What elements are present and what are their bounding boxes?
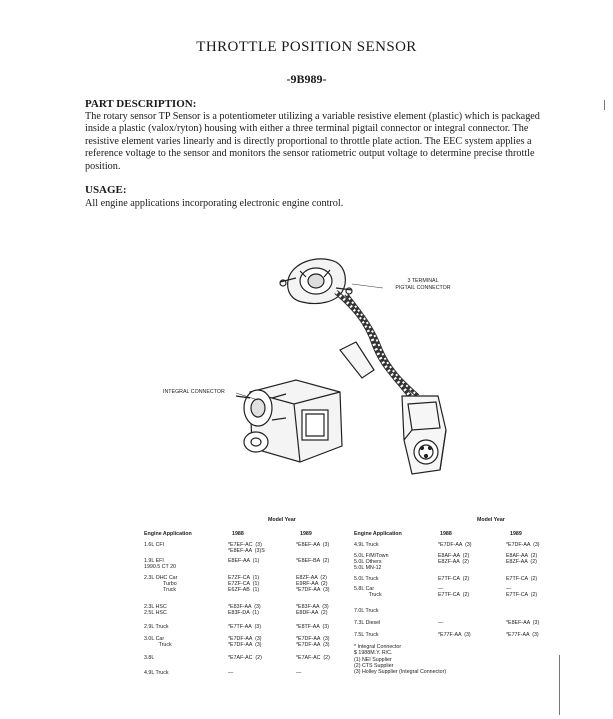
left-table-cell: *E8EF-BA (2) bbox=[296, 558, 330, 564]
right-table-cell: E7TF-CA (2) bbox=[506, 576, 538, 582]
left-table-cell: 2.3L HSC 2.5L HSC bbox=[144, 604, 167, 616]
right-table-cell: *E7DF-AA (3) bbox=[506, 542, 540, 548]
right-table-cell: 7.3L Diesel bbox=[354, 620, 381, 626]
note-line: * Integral Connector bbox=[354, 644, 402, 650]
pigtail-label-line-2: PIGTAIL CONNECTOR bbox=[395, 285, 451, 291]
description-line: reference voltage to the sensor and monitors the sensor ratiometric output voltage to determine precise throttle bbox=[85, 148, 535, 160]
right-table-cell: — E7TF-CA (2) bbox=[506, 586, 538, 598]
integral-connector-label: INTEGRAL CONNECTOR bbox=[163, 389, 225, 395]
note-line: (2) CTS Supplier bbox=[354, 662, 394, 669]
right-table-cell: *E77F-AA (3) bbox=[506, 632, 539, 638]
left-table-cell: *E8EF-AA (3) bbox=[296, 542, 330, 548]
description-line: resistive element varies linearly and is directly proportional to throttle plate action. The EEC system applies a bbox=[85, 135, 532, 147]
left-table-cell: *E7TF-AA (3) bbox=[228, 624, 261, 630]
model-year-heading-right: Model Year bbox=[477, 517, 505, 523]
pigtail-label-line-1: 3 TERMINAL bbox=[407, 278, 439, 284]
left-table-cell: *E7AF-AC (2) bbox=[228, 655, 262, 661]
right-table-cell: E7TF-CA (2) bbox=[438, 576, 470, 582]
right-table-cell: 5.0L Truck bbox=[354, 576, 379, 582]
right-table-cell: E8AF-AA (2) E8ZF-AA (2) bbox=[506, 553, 538, 565]
left-table-cell: *E83F-AA (3) E83F-DA (1) bbox=[228, 604, 261, 616]
left-table-cell: 4.9L Truck bbox=[144, 670, 169, 676]
left-table-cell: *E8TF-AA (3) bbox=[296, 624, 329, 630]
left-table-cell: 2.9L Truck bbox=[144, 624, 169, 630]
right-table-cell: *E8EF-AA (3) bbox=[506, 620, 540, 626]
model-year-heading-left: Model Year bbox=[268, 517, 296, 523]
left-table-cell: 1.6L CFI bbox=[144, 542, 165, 548]
left-header-engine: Engine Application bbox=[144, 531, 192, 537]
left-table-cell: 3.0L Car Truck bbox=[144, 636, 172, 648]
part-number: -9B989- bbox=[286, 72, 327, 86]
left-header-1989: 1989 bbox=[300, 531, 312, 537]
left-table-cell: E8EF-AA (1) bbox=[228, 558, 260, 564]
note-line: (3) Holley Supplier (Integral Connector) bbox=[354, 669, 447, 676]
left-table-cell: *E83F-AA (3) E8DF-AA (2) bbox=[296, 604, 329, 616]
note-line: (1) NEI Supplier bbox=[354, 656, 392, 663]
left-table-cell: *E7AF-AC (2) bbox=[296, 655, 330, 661]
table-notes bbox=[354, 644, 446, 675]
description-line: The rotary sensor TP Sensor is a potentiometer utilizing a variable resistive element (plastic) which is packaged bbox=[85, 111, 540, 122]
right-header-engine: Engine Application bbox=[354, 531, 402, 537]
usage-text: All engine applications incorporating electronic engine control. bbox=[85, 198, 344, 209]
margin-mark bbox=[604, 100, 605, 110]
page-title: THROTTLE POSITION SENSOR bbox=[196, 39, 417, 55]
left-table-cell: *E7EF-AC (3) *E8EF-AA (3)S bbox=[228, 542, 265, 554]
left-header-1988: 1988 bbox=[232, 531, 244, 537]
margin-mark bbox=[559, 655, 560, 715]
left-table-cell: *E7DF-AA (3) *E7DF-AA (3) bbox=[296, 636, 330, 648]
right-table-cell: 5.8L Car Truck bbox=[354, 586, 382, 598]
right-table-cell: 7.0L Truck bbox=[354, 608, 379, 614]
right-header-1989: 1989 bbox=[510, 531, 522, 537]
right-table-cell: 7.5L Truck bbox=[354, 632, 379, 638]
left-table-cell: — bbox=[296, 670, 302, 676]
part-description-heading: PART DESCRIPTION: bbox=[85, 98, 197, 110]
right-table-cell: *E7DF-AA (3) bbox=[438, 542, 472, 548]
right-table-cell: E8AF-AA (2) E8ZF-AA (2) bbox=[438, 553, 470, 565]
description-line: inside a plastic (valox/ryton) housing with either a three terminal pigtail connector or integral connector. The bbox=[85, 123, 529, 135]
right-table-cell: 5.0L F/M/Town 5.0L Others 5.0L MN-12 bbox=[354, 553, 389, 571]
right-header-1988: 1988 bbox=[440, 531, 452, 537]
left-table-cell: *E7DF-AA (3) *E7DF-AA (3) bbox=[228, 636, 262, 648]
right-table-cell: 4.9L Truck bbox=[354, 542, 379, 548]
left-table-cell: 2.3L OHC Car Turbo Truck bbox=[144, 575, 178, 593]
right-table-cell: — E7TF-CA (2) bbox=[438, 586, 470, 598]
left-table-cell: — bbox=[228, 670, 234, 676]
left-table-cell: E7ZF-CA (1) E7ZF-CA (1) E6ZF-AB (1) bbox=[228, 575, 260, 593]
left-table-cell: 1.9L EFI 1990.5 CT 20 bbox=[144, 558, 177, 570]
usage-heading: USAGE: bbox=[85, 184, 127, 196]
left-table-cell: 3.8L bbox=[144, 655, 155, 661]
description-line: position. bbox=[85, 160, 121, 172]
right-table-cell: *E77F-AA (3) bbox=[438, 632, 471, 638]
left-table-cell: E8ZF-AA (2) E9RF-AA (2) *E7DF-AA (3) bbox=[296, 575, 330, 593]
note-line: $ 1988M.Y. R/C. bbox=[354, 650, 393, 657]
right-table-cell: — bbox=[438, 620, 444, 626]
